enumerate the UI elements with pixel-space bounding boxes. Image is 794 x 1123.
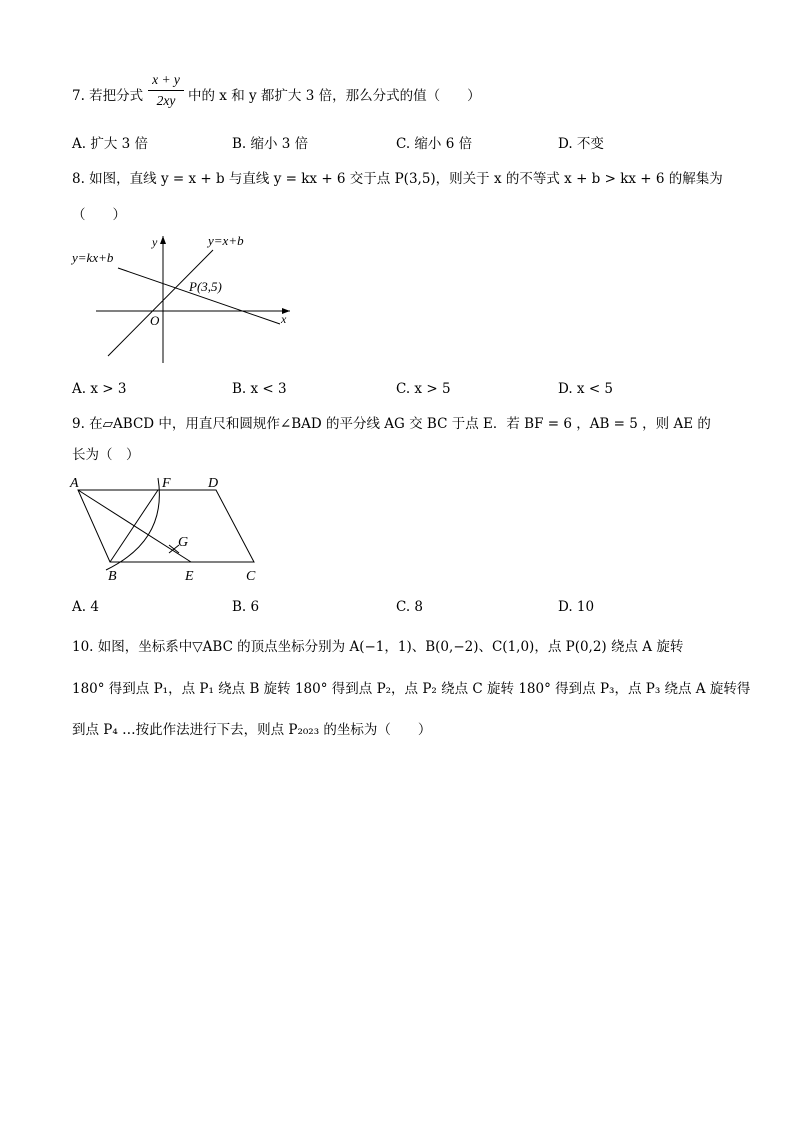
q9-label-c: C <box>246 569 256 584</box>
q8-option-d: D. x < 5 <box>558 381 614 397</box>
q9-text-line2: 长为（ ） <box>72 447 140 463</box>
q10-text-line3: 到点 P₄ …按此作法进行下去，则点 P₂₀₂₃ 的坐标为（ ） <box>72 722 432 738</box>
q9-label-f: F <box>162 476 171 491</box>
q7-suffix: 中的 x 和 y 都扩大 3 倍，那么分式的值（ ） <box>188 88 481 104</box>
q8-figure <box>68 228 298 368</box>
q7-fraction-denominator: 2xy <box>156 93 176 108</box>
q7-fraction <box>148 72 184 109</box>
q8-text: 8. 如图，直线 y = x + b 与直线 y = kx + 6 交于点 P(3,5)，则关于 x 的不等式 x + b > kx + 6 的解集为 <box>72 171 723 187</box>
q7-option-a: A. 扩大 3 倍 <box>72 136 149 152</box>
q8-option-c: C. x > 5 <box>396 381 451 397</box>
q9-option-b: B. 6 <box>232 599 260 615</box>
q7-fraction-bar <box>148 90 184 91</box>
q7-fraction-numerator: x + y <box>152 72 180 87</box>
q9-label-b: B <box>108 569 117 584</box>
q8-y-arrow <box>160 236 166 244</box>
q10-text-line2: 180° 得到点 P₁，点 P₁ 绕点 B 旋转 180° 得到点 P₂，点 P₂ 绕点 C 旋转 180° 得到点 P₃，点 P₃ 绕点 A 旋转得 <box>72 681 751 697</box>
q7-prefix: 7. 若把分式 <box>72 88 144 104</box>
q9-label-d: D <box>208 476 219 491</box>
q8-label-line2: y=x+b <box>208 233 244 248</box>
q9-label-a: A <box>70 476 79 491</box>
q7-option-c: C. 缩小 6 倍 <box>396 136 473 152</box>
q8-label-origin: O <box>150 313 160 328</box>
q8-line-kx-b <box>118 268 280 324</box>
q10-text-line1: 10. 如图，坐标系中▽ABC 的顶点坐标分别为 A(−1，1)、B(0,−2)、C(1,0)，点 P(0,2) 绕点 A 旋转 <box>72 639 684 655</box>
q7-option-b: B. 缩小 3 倍 <box>232 136 309 152</box>
q8-line-x-b <box>108 250 213 356</box>
q8-option-a: A. x > 3 <box>72 381 127 397</box>
q9-figure <box>66 470 286 586</box>
q9-label-g: G <box>178 535 189 550</box>
q9-option-c: C. 8 <box>396 599 424 615</box>
q9-parallelogram <box>78 490 254 562</box>
q9-option-d: D. 10 <box>558 599 595 615</box>
q9-option-a: A. 4 <box>72 599 99 615</box>
q8-option-b: B. x < 3 <box>232 381 287 397</box>
q7-option-d: D. 不变 <box>558 136 604 152</box>
q8-label-y: y <box>152 235 158 249</box>
q9-text-line1: 9. 在▱ABCD 中，用直尺和圆规作∠BAD 的平分线 AG 交 BC 于点 E．若 BF = 6 ，AB = 5 ，则 AE 的 <box>72 416 711 432</box>
q8-label-x: x <box>281 312 287 326</box>
q8-blank: （ ） <box>72 207 126 223</box>
q8-label-line1: y=kx+b <box>72 250 114 265</box>
q8-label-point: P(3,5) <box>189 279 222 294</box>
q9-label-e: E <box>185 569 194 584</box>
